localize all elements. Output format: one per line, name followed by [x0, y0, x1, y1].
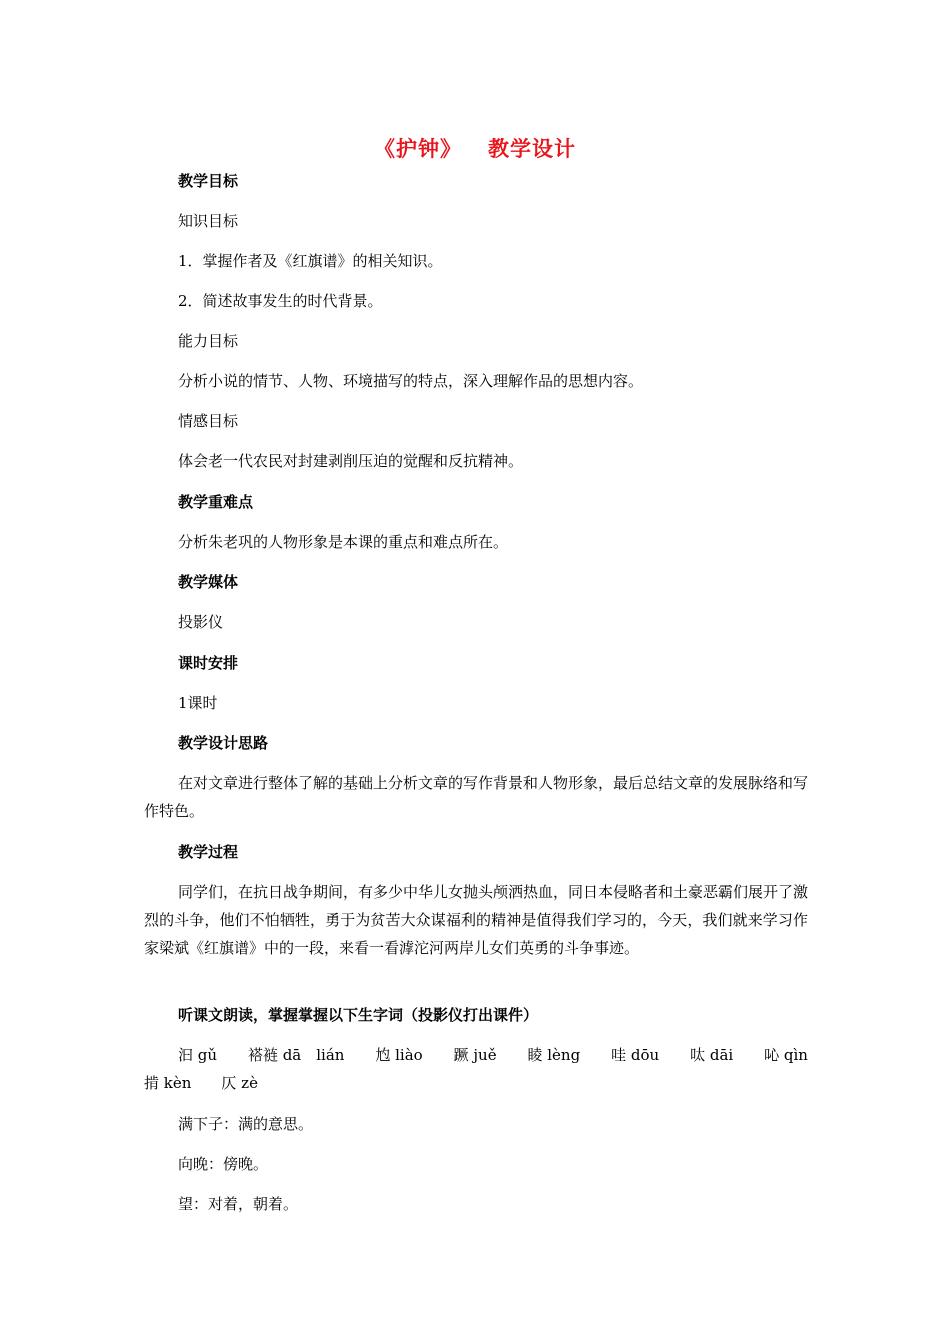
vocab-item: 哇 dōu	[611, 1046, 660, 1064]
process-paragraph: 同学们，在抗日战争期间，有多少中华儿女抛头颅洒热血，同日本侵略者和土豪恶霸们展开了激烈的斗争，他们不怕牺牲，勇于为贫苦大众谋福利的精神是值得我们学习的，今天，我们就来学习作家梁斌《红旗谱》中的一段，来看一看滹沱河两岸儿女们英勇的斗争事迹。	[144, 883, 809, 957]
title-subtitle: 教学设计	[488, 136, 576, 161]
title-book-name: 《护钟》	[374, 136, 462, 161]
subheading-emotion: 情感目标	[178, 412, 239, 430]
ability-text: 分析小说的情节、人物、环境描写的特点，深入理解作品的思想内容。	[178, 372, 644, 390]
subheading-ability: 能力目标	[178, 332, 239, 350]
vocab-item: 吣 qìn	[764, 1046, 808, 1064]
vocab-item: 呔 dāi	[690, 1046, 734, 1064]
document-title	[0, 133, 950, 163]
vocab-item: 汩 gǔ	[178, 1046, 218, 1064]
vocabulary-list	[144, 1041, 808, 1097]
section-heading-design: 教学设计思路	[178, 734, 269, 752]
vocab-item: 掯 kèn	[144, 1074, 192, 1092]
section-heading-listen: 听课文朗读，掌握掌握以下生字词（投影仪打出课件）	[178, 1006, 539, 1024]
section-heading-goals: 教学目标	[178, 172, 239, 190]
section-heading-media: 教学媒体	[178, 573, 239, 591]
vocabulary-row-1	[144, 1041, 808, 1069]
media-text: 投影仪	[178, 613, 224, 631]
definition-3: 望：对着，朝着。	[178, 1195, 299, 1213]
vocabulary-row-2	[144, 1069, 808, 1097]
section-heading-key-points: 教学重难点	[178, 493, 254, 511]
knowledge-item-1: 1．掌握作者及《红旗谱》的相关知识。	[178, 252, 443, 270]
vocab-item: 尥 liào	[375, 1046, 423, 1064]
emotion-text: 体会老一代农民对封建剥削压迫的觉醒和反抗精神。	[178, 452, 524, 470]
definition-1: 满下子：满的意思。	[178, 1115, 314, 1133]
section-heading-process: 教学过程	[178, 843, 239, 861]
design-paragraph: 在对文章进行整体了解的基础上分析文章的写作背景和人物形象，最后总结文章的发展脉络和写作特色。	[144, 774, 809, 820]
vocab-item: 仄 zè	[221, 1074, 258, 1092]
knowledge-item-2: 2．简述故事发生的时代背景。	[178, 292, 383, 310]
section-heading-schedule: 课时安排	[178, 654, 239, 672]
vocab-item: 褡裢 dā lián	[247, 1046, 345, 1064]
schedule-text: 1课时	[178, 694, 218, 712]
definition-2: 向晚：傍晚。	[178, 1155, 269, 1173]
subheading-knowledge: 知识目标	[178, 212, 239, 230]
vocab-item: 睖 lèng	[527, 1046, 581, 1064]
key-points-text: 分析朱老巩的人物形象是本课的重点和难点所在。	[178, 533, 509, 551]
vocab-item: 蹶 juě	[453, 1046, 497, 1064]
